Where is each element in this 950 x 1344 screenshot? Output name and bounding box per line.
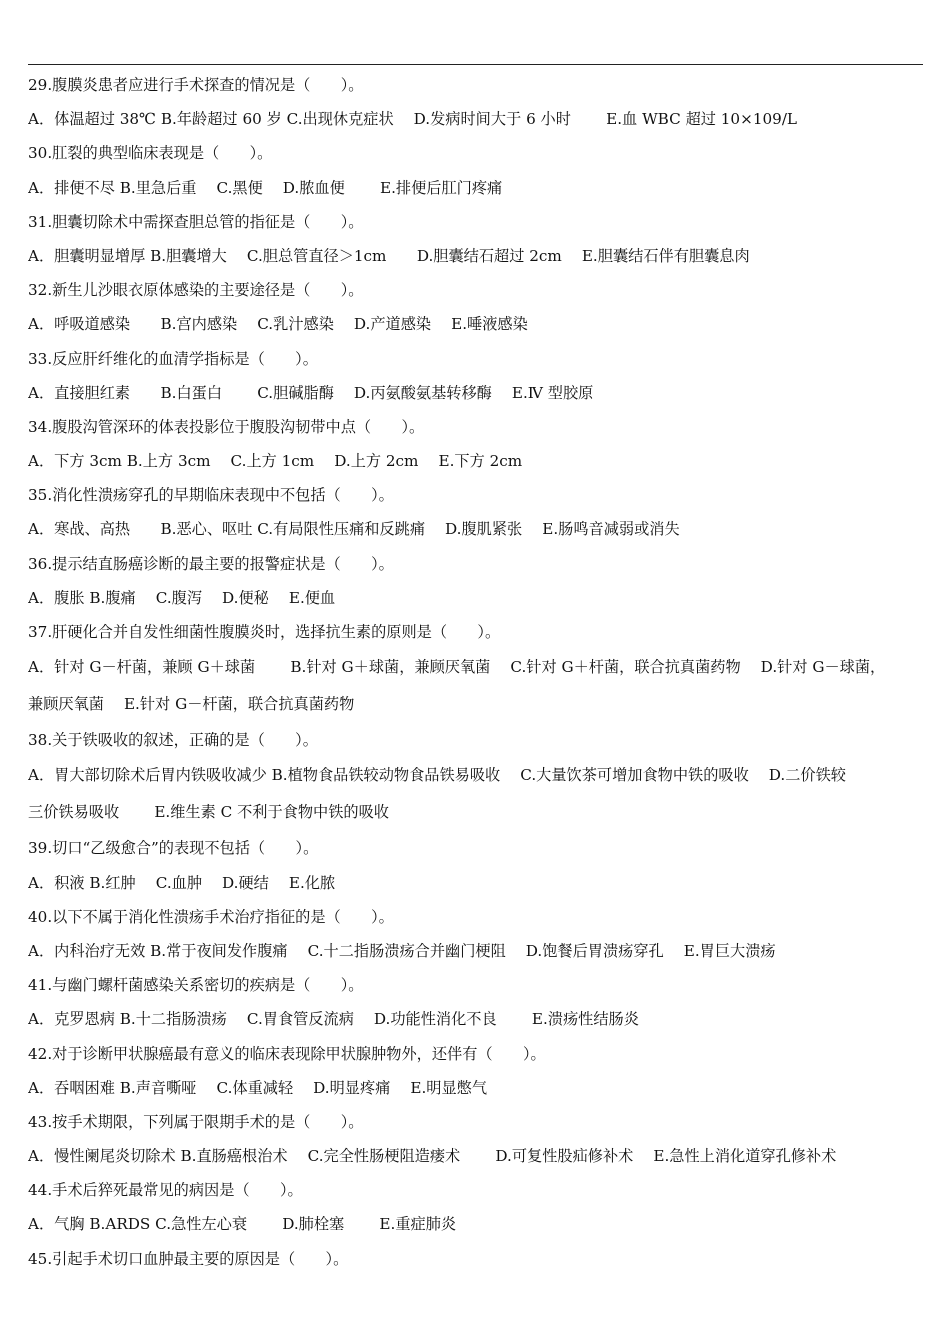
question-32-options: A．呼吸道感染 B.宫内感染 C.乳汁感染 D.产道感染 E.唾液感染 <box>28 315 528 334</box>
question-30-stem: 30.肛裂的典型临床表现是（ ）。 <box>28 144 273 163</box>
question-40-stem: 40.以下不属于消化性溃疡手术治疗指征的是（ ）。 <box>28 907 394 926</box>
question-list <box>28 68 933 1276</box>
question-42-options: A．吞咽困难 B.声音嘶哑 C.体重减轻 D.明显疼痛 E.明显憋气 <box>28 1078 488 1097</box>
question-43-options: A．慢性阑尾炎切除术 B.直肠癌根治术 C.完全性肠梗阻造瘘术 D.可复性股疝修补术 E.急性上消化道穿孔修补术 <box>28 1147 837 1166</box>
question-43-stem: 43.按手术期限，下列属于限期手术的是（ ）。 <box>28 1112 364 1131</box>
question-34-stem: 34.腹股沟管深环的体表投影位于腹股沟韧带中点（ ）。 <box>28 417 425 436</box>
question-37-options-line1: A．针对 G－杆菌，兼顾 G＋球菌 B.针对 G＋球菌，兼顾厌氧菌 C.针对 G＋杆菌，联合抗真菌药物 D.针对 G－球菌， <box>28 658 886 677</box>
question-40-options: A．内科治疗无效 B.常于夜间发作腹痛 C.十二指肠溃疡合并幽门梗阻 D.饱餐后胃溃疡穿孔 E.胃巨大溃疡 <box>28 941 776 960</box>
question-36-stem: 36.提示结直肠癌诊断的最主要的报警症状是（ ）。 <box>28 554 394 573</box>
question-33-stem: 33.反应肝纤维化的血清学指标是（ ）。 <box>28 349 318 368</box>
question-39-options: A．积液 B.红肿 C.血肿 D.硬结 E.化脓 <box>28 873 336 892</box>
question-33-options: A．直接胆红素 B.白蛋白 C.胆碱脂酶 D.丙氨酸氨基转移酶 E.Ⅳ 型胶原 <box>28 383 594 402</box>
question-31-options: A．胆囊明显增厚 B.胆囊增大 C.胆总管直径＞1cm D.胆囊结石超过 2cm E.胆囊结石伴有胆囊息肉 <box>28 246 750 265</box>
question-41-options: A．克罗恩病 B.十二指肠溃疡 C.胃食管反流病 D.功能性消化不良 E.溃疡性结肠炎 <box>28 1010 639 1029</box>
question-32-stem: 32.新生儿沙眼衣原体感染的主要途径是（ ）。 <box>28 281 364 300</box>
question-39-stem: 39.切口“乙级愈合”的表现不包括（ ）。 <box>28 839 319 858</box>
question-42-stem: 42.对于诊断甲状腺癌最有意义的临床表现除甲状腺肿物外，还伴有（ ）。 <box>28 1044 546 1063</box>
question-38-stem: 38.关于铁吸收的叙述，正确的是（ ）。 <box>28 731 318 750</box>
question-31-stem: 31.胆囊切除术中需探查胆总管的指征是（ ）。 <box>28 212 364 231</box>
question-38-options-line2: 三价铁易吸收 E.维生素 C 不利于食物中铁的吸收 <box>28 803 389 822</box>
question-41-stem: 41.与幽门螺杆菌感染关系密切的疾病是（ ）。 <box>28 976 364 995</box>
question-29-options: A．体温超过 38℃ B.年龄超过 60 岁 C.出现休克症状 D.发病时间大于 6 小时 E.血 WBC 超过 10×109/L <box>28 110 798 129</box>
header-rule <box>28 64 923 65</box>
question-38-options-line1: A．胃大部切除术后胃内铁吸收减少 B.植物食品铁较动物食品铁易吸收 C.大量饮茶可增加食物中铁的吸收 D.二价铁较 <box>28 766 846 785</box>
question-30-options: A．排便不尽 B.里急后重 C.黑便 D.脓血便 E.排便后肛门疼痛 <box>28 178 503 197</box>
question-44-stem: 44.手术后猝死最常见的病因是（ ）。 <box>28 1181 303 1200</box>
question-45-stem: 45.引起手术切口血肿最主要的原因是（ ）。 <box>28 1249 349 1268</box>
question-44-options: A．气胸 B.ARDS C.急性左心衰 D.肺栓塞 E.重症肺炎 <box>28 1215 457 1234</box>
question-29-stem: 29.腹膜炎患者应进行手术探查的情况是（ ）。 <box>28 76 364 94</box>
question-34-options: A．下方 3cm B.上方 3cm C.上方 1cm D.上方 2cm E.下方 2cm <box>28 452 523 471</box>
question-37-options-line2: 兼顾厌氧菌 E.针对 G－杆菌，联合抗真菌药物 <box>28 695 355 714</box>
question-37-stem: 37.肝硬化合并自发性细菌性腹膜炎时，选择抗生素的原则是（ ）。 <box>28 623 501 641</box>
question-36-options: A．腹胀 B.腹痛 C.腹泻 D.便秘 E.便血 <box>28 588 336 607</box>
question-35-options: A．寒战、高热 B.恶心、呕吐 C.有局限性压痛和反跳痛 D.腹肌紧张 E.肠鸣音减弱或消失 <box>28 520 680 539</box>
question-35-stem: 35.消化性溃疡穿孔的早期临床表现中不包括（ ）。 <box>28 486 394 505</box>
